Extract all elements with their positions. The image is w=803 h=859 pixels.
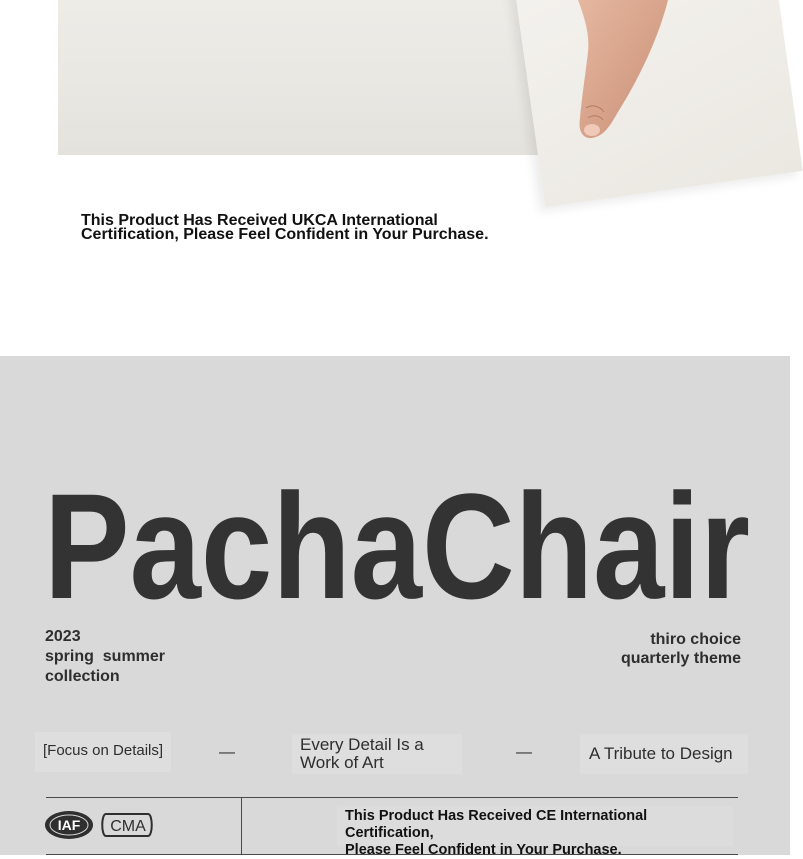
brand-title — [44, 462, 754, 630]
ukca-line-1: This Product Has Received UKCA International — [81, 212, 438, 229]
divider — [241, 797, 242, 855]
brand-title-text: PachaChair — [44, 462, 750, 630]
iaf-logo-text: IAF — [57, 817, 81, 833]
cma-logo-text: CMA — [110, 818, 146, 835]
ukca-certification-text — [81, 214, 531, 242]
dash-separator: — — [516, 744, 532, 761]
product-photo — [58, 0, 734, 155]
certification-logos — [44, 810, 156, 842]
detail-line-2: Work of Art — [300, 753, 384, 772]
theme-line-1: thiro choice — [650, 631, 741, 648]
collection-year: 2023 — [45, 628, 81, 645]
detail-tag — [292, 734, 462, 774]
focus-tag: [Focus on Details] — [35, 732, 171, 772]
ce-line-2: Please Feel Confident in Your Purchase. — [345, 842, 622, 858]
dash-separator: — — [219, 744, 235, 761]
collection-label: collection — [45, 668, 120, 685]
collection-info — [45, 627, 165, 687]
iaf-logo-icon — [45, 811, 93, 839]
collection-season: spring summer — [45, 648, 166, 665]
theme-line-2: quarterly theme — [620, 650, 741, 667]
cma-logo-icon — [102, 814, 152, 836]
ce-line-1: This Product Has Received CE International Certification, — [345, 808, 648, 841]
hand-image — [508, 0, 734, 155]
ukca-line-2: Certification, Please Feel Confident in Your Purchase. — [81, 226, 489, 243]
tribute-tag: A Tribute to Design — [580, 734, 748, 774]
collection-banner — [0, 356, 790, 858]
divider — [46, 797, 738, 798]
detail-line-1: Every Detail Is a — [300, 735, 424, 754]
theme-info — [621, 630, 741, 668]
ce-certification-text — [337, 806, 733, 858]
